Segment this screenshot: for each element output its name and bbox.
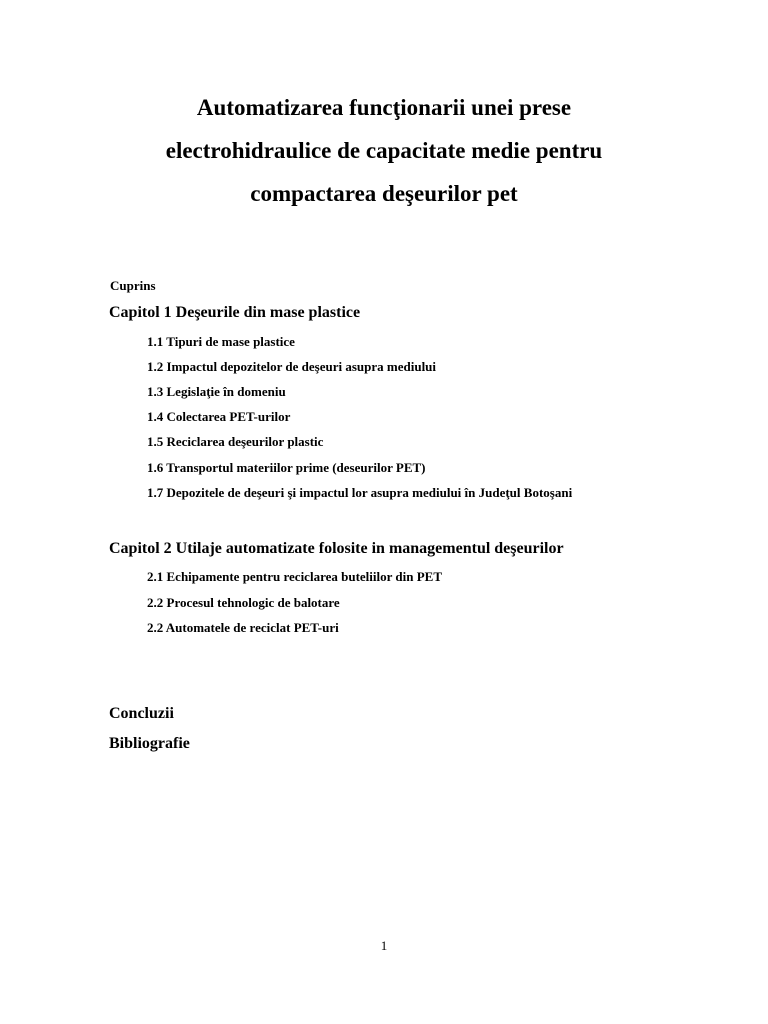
toc-item: 1.2 Impactul depozitelor de deşeuri asupra mediului — [147, 359, 437, 374]
toc-item: 1.3 Legislaţie în domeniu — [147, 384, 286, 399]
title-line: compactarea deşeurilor pet — [250, 181, 518, 206]
chapter-2-title-text: Capitol 2 Utilaje automatizate folosite in managementul deşeurilor — [109, 540, 564, 557]
chapter-1-title: Capitol 1 Deşeurile din mase plastice — [109, 304, 361, 321]
toc-item: 1.7 Depozitele de deşeuri şi impactul lor asupra mediului în Judeţul Botoşani — [147, 485, 573, 500]
toc-heading: Cuprins — [110, 278, 156, 293]
toc-item: 1.6 Transportul materiilor prime (deseurilor PET) — [147, 460, 426, 475]
title-line: Automatizarea funcţionarii unei prese — [196, 95, 572, 120]
toc-item: 1.1 Tipuri de mase plastice — [147, 334, 295, 349]
toc-item: 1.5 Reciclarea deşeurilor plastic — [147, 434, 324, 449]
toc-item: 2.1 Echipamente pentru reciclarea buteliilor din PET — [147, 569, 443, 584]
page-number: 1 — [380, 938, 388, 953]
chapter-2-title — [109, 540, 564, 558]
toc-item: 1.4 Colectarea PET-urilor — [147, 409, 291, 424]
title-line: electrohidraulice de capacitate medie pentru — [165, 138, 603, 163]
toc-item: 2.2 Procesul tehnologic de balotare — [147, 595, 340, 610]
conclusions-heading: Concluzii — [109, 705, 174, 722]
toc-item: 2.2 Automatele de reciclat PET-uri — [147, 620, 339, 635]
bibliography-heading: Bibliografie — [109, 735, 190, 752]
